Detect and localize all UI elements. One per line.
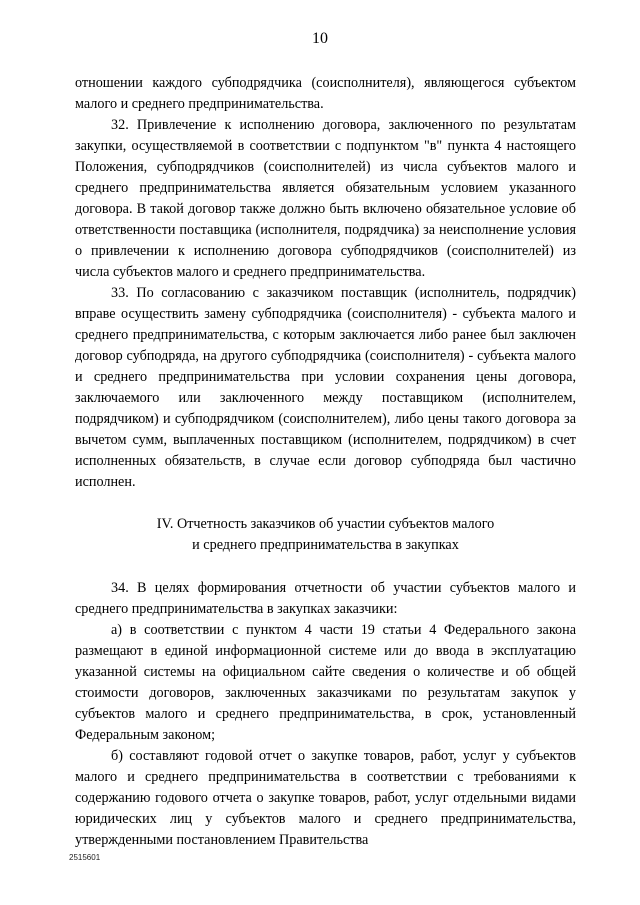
paragraph-34-a: а) в соответствии с пунктом 4 части 19 статьи 4 Федерального закона размещают в единой информационной системе или до ввода в эксплуатацию указанной системы на официальном сайте сведения о количестве и об общей стоимости договоров, заключенных заказчиками по результатам закупок у субъектов малого и среднего предпринимательства, в срок, установленный Федеральным законом;: [75, 622, 576, 743]
section-heading-line-2: и среднего предпринимательства в закупках: [192, 537, 459, 553]
section-heading-line-1: IV. Отчетность заказчиков об участии субъектов малого: [156, 516, 495, 532]
footer-document-code: 2515601: [69, 853, 101, 862]
paragraph-34-b: б) составляют годовой отчет о закупке товаров, работ, услуг у субъектов малого и среднего предпринимательства в соответствии с требованиями к содержанию годового отчета о закупке товаров, работ, услуг отдельными видами юридических лиц у субъектов малого и среднего предпринимательства, утвержденными постановлением Правительства: [75, 748, 576, 848]
paragraph-34: 34. В целях формирования отчетности об участии субъектов малого и среднего предпринимательства в закупках заказчики:: [75, 580, 576, 617]
document-body: [75, 73, 576, 851]
paragraph-continuation: отношении каждого субподрядчика (соисполнителя), являющегося субъектом малого и среднего предпринимательства.: [75, 75, 576, 112]
paragraph-32: 32. Привлечение к исполнению договора, заключенного по результатам закупки, осуществляемой в соответствии с подпунктом "в" пункта 4 настоящего Положения, субподрядчиков (соисполнителей) из числа субъектов малого и среднего предпринимательства является обязательным условием указанного договора. В такой договор также должно быть включено обязательное условие об ответственности поставщика (исполнителя, подрядчика) за неисполнение условия о привлечении к исполнению договора субподрядчиков (соисполнителей) из числа субъектов малого и среднего предпринимательства.: [75, 117, 576, 280]
page-number: 10: [312, 30, 328, 47]
paragraph-33: 33. По согласованию с заказчиком поставщик (исполнитель, подрядчик) вправе осуществить замену субподрядчика (соисполнителя) - субъекта малого и среднего предпринимательства, с которым заключается либо ранее был заключен договор субподряда, на другого субподрядчика (соисполнителя) - субъекта малого и среднего предпринимательства при условии сохранения цены договора, заключаемого или заключенного между поставщиком (исполнителем, подрядчиком) и субподрядчиком (соисполнителем), либо цены такого договора за вычетом сумм, выплаченных поставщиком (исполнителем, подрядчиком) в счет исполненных обязательств, в случае если договор субподряда был частично исполнен.: [75, 285, 576, 490]
section-heading: [75, 514, 576, 556]
